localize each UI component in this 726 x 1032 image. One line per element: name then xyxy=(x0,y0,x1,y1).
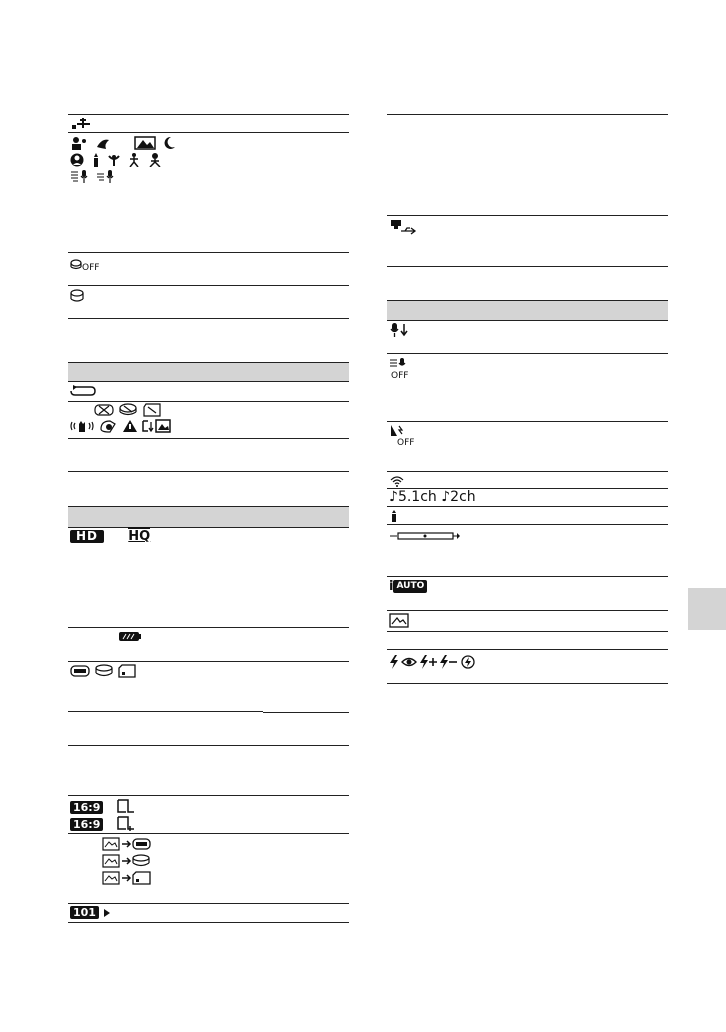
audio-51ch-label: 5.1ch xyxy=(397,489,437,505)
rule xyxy=(68,471,349,472)
i-glyph: i xyxy=(389,579,394,594)
auto-badge: AUTO xyxy=(393,580,427,593)
rule xyxy=(68,661,349,662)
hd-badge: HD xyxy=(70,530,104,543)
chapter-tab xyxy=(688,588,726,630)
rule xyxy=(387,266,668,267)
rule xyxy=(387,524,668,525)
flash-mode-icons xyxy=(389,654,499,670)
section-header-band xyxy=(68,362,349,382)
rule xyxy=(387,471,668,472)
off-label: OFF xyxy=(397,438,415,446)
rule xyxy=(68,252,349,253)
rule xyxy=(387,353,668,354)
rule xyxy=(68,285,349,286)
rule xyxy=(387,215,668,216)
battery-icon xyxy=(118,630,142,644)
audio-channel-icons xyxy=(389,490,476,504)
rule xyxy=(387,421,668,422)
exposure-slider-icon xyxy=(389,529,461,543)
landscape-icon xyxy=(134,136,156,150)
folder-number: 101 xyxy=(70,906,99,919)
scene-icons-row-1 xyxy=(70,136,177,151)
flash-off-icon xyxy=(389,424,415,446)
airplane-mode-icon xyxy=(70,116,92,131)
rule xyxy=(387,114,668,115)
hdd-off-icon xyxy=(70,256,100,272)
moon-icon xyxy=(161,136,177,150)
off-label: OFF xyxy=(82,263,100,272)
rule xyxy=(68,627,349,628)
rule xyxy=(68,795,349,796)
repeat-icon xyxy=(70,384,96,399)
rule xyxy=(68,922,349,923)
folder-number-icon xyxy=(70,906,111,920)
rule xyxy=(387,649,668,650)
rule xyxy=(68,903,349,904)
intelligent-auto-icon xyxy=(389,580,427,594)
media-icons xyxy=(70,664,136,679)
photo-icon xyxy=(389,613,409,629)
section-header-band xyxy=(387,300,668,321)
rule xyxy=(387,506,668,507)
aspect-icons-row-1 xyxy=(70,799,136,815)
usb-connection-icon xyxy=(389,219,417,235)
rule xyxy=(68,132,349,133)
aspect-icons-row-2 xyxy=(70,816,136,832)
right-column xyxy=(387,0,668,1032)
aspect-badge: 16:9 xyxy=(70,818,103,831)
copy-to-hdd-icon xyxy=(102,854,152,869)
note-icon: ♪ xyxy=(441,489,451,505)
off-label: OFF xyxy=(391,371,409,379)
section-header-band xyxy=(68,506,349,528)
quality-icons xyxy=(70,530,150,544)
copy-to-card-icon xyxy=(102,871,152,886)
rule xyxy=(387,576,668,577)
left-column xyxy=(68,0,349,1032)
rule xyxy=(68,318,349,319)
rule xyxy=(68,745,349,746)
candle-icon xyxy=(389,509,399,523)
rule xyxy=(68,711,263,712)
rule xyxy=(68,438,349,439)
scene-icons-row-2 xyxy=(70,153,163,168)
rule xyxy=(68,401,349,402)
rule xyxy=(68,833,349,834)
mic-level-icon xyxy=(389,322,411,338)
copy-to-memory-icon xyxy=(102,837,152,852)
wifi-icon xyxy=(389,474,405,488)
wind-noise-off-icon xyxy=(389,357,415,379)
rule xyxy=(263,712,349,713)
rule xyxy=(387,610,668,611)
hdd-icon xyxy=(70,289,86,304)
rule xyxy=(68,114,349,115)
warning-icons-row-2 xyxy=(70,419,172,434)
warning-icons-row-1 xyxy=(94,403,162,418)
rule xyxy=(387,631,668,632)
hq-label: HQ xyxy=(128,529,151,544)
audio-2ch-label: 2ch xyxy=(450,489,476,505)
wind-mic-icons xyxy=(70,169,118,184)
note-icon: ♪ xyxy=(389,489,398,505)
aspect-badge: 16:9 xyxy=(70,801,103,814)
rule xyxy=(387,683,668,684)
